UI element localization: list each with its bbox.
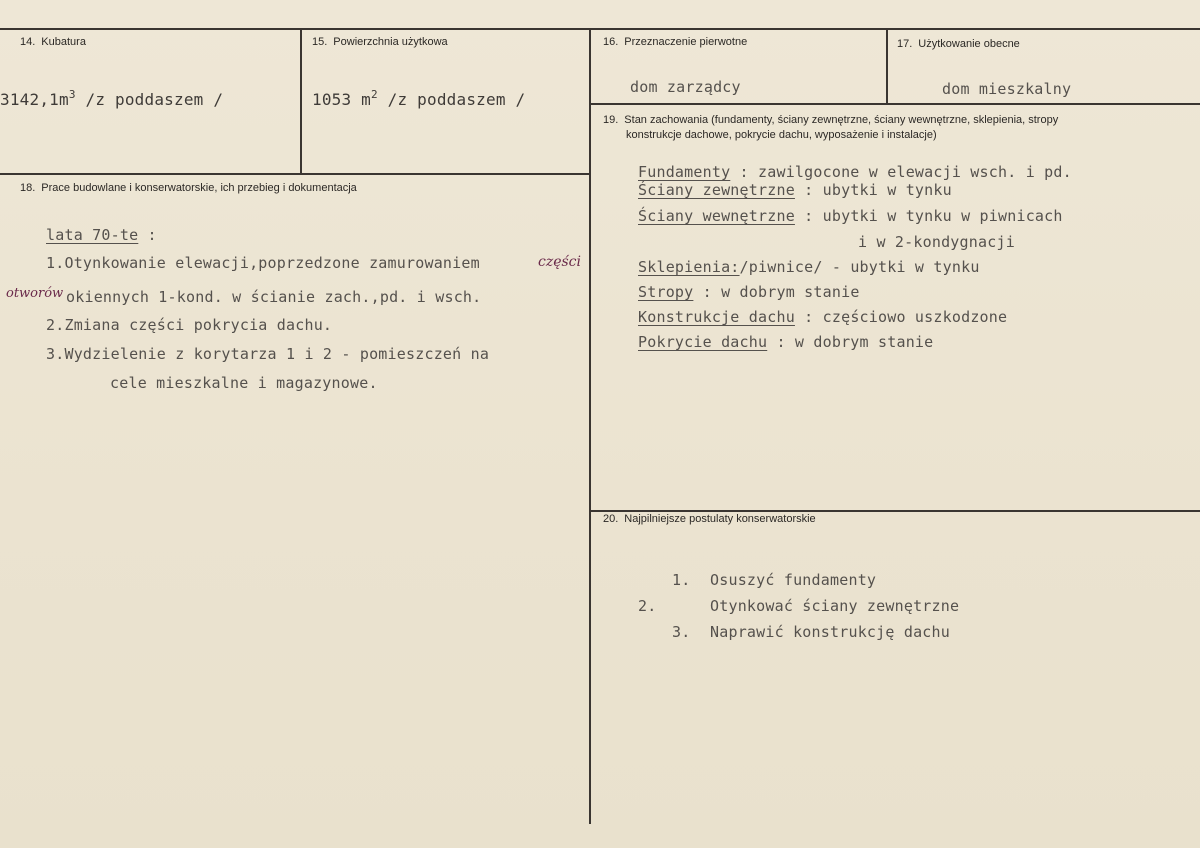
field-19-title-line1: Stan zachowania (fundamenty, ściany zewnętrzne, ściany wewnętrzne, sklepienia, stropy [624,114,1059,126]
condition-key: Stropy [638,283,694,301]
kubatura-value: 3142,1m [0,90,69,109]
condition-value: : ubytki w tynku w piwnicach [794,207,1063,225]
field-18-number: 18. [20,182,36,194]
condition-row-stropy [638,283,860,301]
condition-row-sciany-wewn-cont [858,233,1015,251]
kubatura-note: /z poddaszem / [75,90,224,109]
divider-14-15 [300,28,302,174]
condition-row-konstrukcje [638,308,1007,326]
field-17-number: 17. [897,38,913,50]
condition-value: i w 2-kondygnacji [858,233,1015,251]
condition-row-fundamenty [638,163,1072,181]
field-18-label [20,182,357,194]
works-heading [46,226,157,244]
condition-value: /piwnice/ - ubytki w tynku [739,258,980,276]
powierzchnia-note: /z poddaszem / [377,90,526,109]
works-heading-text: lata 70-te [46,226,139,244]
condition-key: Konstrukcje dachu [638,308,795,326]
powierzchnia-value: 1053 m [312,90,371,109]
field-16-title: Przeznaczenie pierwotne [624,36,748,48]
field-14-value [0,88,223,109]
condition-key: Ściany zewnętrzne [638,181,795,199]
handwritten-note-2: otworów [6,286,64,301]
condition-row-sklepienia [638,258,980,276]
postulate-3-number: 3. [672,623,691,641]
condition-value: : ubytki w tynku [794,181,952,199]
field-19-number: 19. [603,114,619,126]
divider-16-17 [886,28,888,104]
condition-row-pokrycie [638,333,933,351]
handwritten-note-1: części [538,254,582,270]
postulate-1-number: 1. [672,571,691,589]
works-line-3: 2.Zmiana części pokrycia dachu. [46,316,333,334]
field-16-number: 16. [603,36,619,48]
top-rule [0,28,1200,30]
condition-key: Fundamenty [638,163,731,181]
field-14-number: 14. [20,36,36,48]
postulate-1-text: Osuszyć fundamenty [710,571,877,589]
field-20-number: 20. [603,513,619,525]
field-20-title: Najpilniejsze postulaty konserwatorskie [624,513,816,525]
works-line-1: 1.Otynkowanie elewacji,poprzedzone zamurowaniem [46,254,480,272]
field-15-label [312,36,448,48]
field-14-label [20,36,86,48]
field-20-label [603,513,816,525]
postulate-2-number: 2. [638,597,657,615]
field-16-label [603,36,747,48]
powierzchnia-unit-exponent: 2 [371,88,378,101]
condition-row-sciany-wewn [638,207,1063,225]
condition-value: : zawilgocone w elewacji wsch. i pd. [730,163,1072,181]
divider-main [589,28,591,824]
field-15-number: 15. [312,36,328,48]
works-heading-colon: : [138,226,157,244]
postulate-3-text: Naprawić konstrukcję dachu [710,623,950,641]
postulate-2-text: Otynkować ściany zewnętrzne [710,597,960,615]
condition-value: : częściowo uszkodzone [794,308,1008,326]
field-15-title: Powierzchnia użytkowa [333,36,448,48]
rule-16-17-bottom [589,103,1200,105]
condition-row-sciany-zewn [638,181,952,199]
field-15-value [312,88,525,109]
condition-value: : w dobrym stanie [767,333,934,351]
works-line-2: okiennych 1-kond. w ścianie zach.,pd. i wsch. [66,288,482,306]
condition-value: : w dobrym stanie [693,283,860,301]
kubatura-unit-exponent: 3 [68,88,76,101]
works-line-5: cele mieszkalne i magazynowe. [110,374,378,392]
works-line-4: 3.Wydzielenie z korytarza 1 i 2 - pomieszczeń na [46,345,490,363]
field-17-value: dom mieszkalny [942,80,1072,98]
condition-key: Pokrycie dachu [638,333,768,351]
field-17-label [897,38,1020,50]
condition-key: Sklepienia: [638,258,740,276]
field-14-title: Kubatura [41,36,86,48]
field-18-title: Prace budowlane i konserwatorskie, ich przebieg i dokumentacja [41,182,357,194]
rule-19-bottom [589,510,1200,512]
field-19-label [603,113,1058,143]
field-19-title-line2: konstrukcje dachowe, pokrycie dachu, wyposażenie i instalacje) [626,129,937,141]
field-16-value: dom zarządcy [630,78,741,96]
condition-key: Ściany wewnętrzne [638,207,795,225]
field-17-title: Użytkowanie obecne [918,38,1020,50]
rule-14-15-bottom [0,173,591,175]
